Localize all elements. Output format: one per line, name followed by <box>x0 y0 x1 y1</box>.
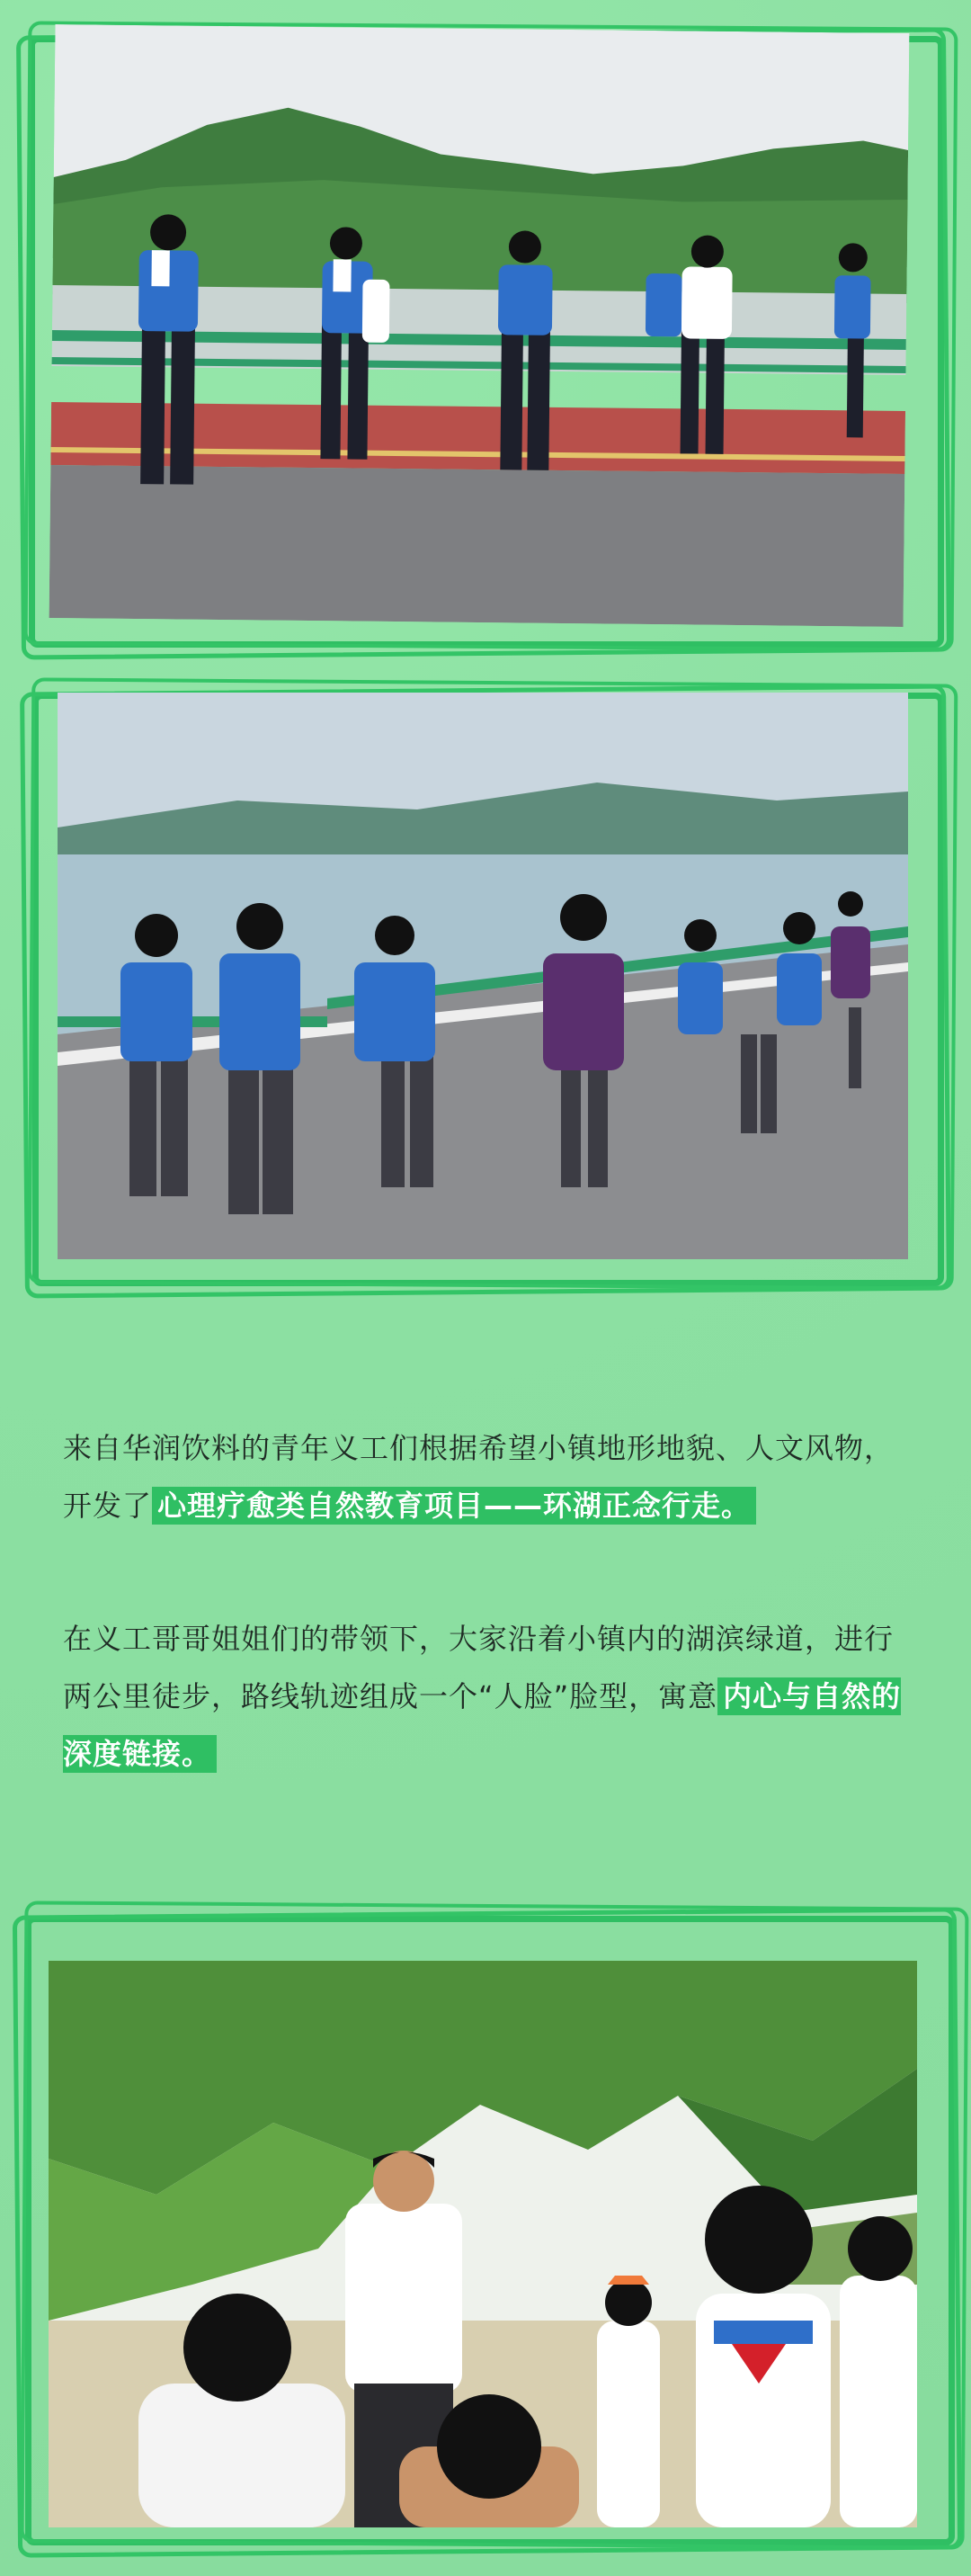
paragraph-2-text: 在义工哥哥姐姐们的带领下，大家沿着小镇内的湖滨绿道，进行两公里徒步，路线轨迹组成一个“人脸”脸型，寓意 <box>63 1622 895 1713</box>
photo-group-walk <box>58 693 908 1259</box>
paragraph-2-highlight: 内心与自然的深度链接。 <box>63 1679 902 1771</box>
photo-lakeside-walk <box>49 24 910 627</box>
paragraph-1-highlight: 心理疗愈类自然教育项目——环湖正念行走。 <box>152 1487 756 1525</box>
paragraph-1-text: 来自华润饮料的青年义工们根据希望小镇地形地貌、人文风物，开发了 <box>63 1431 895 1523</box>
paragraph-2 <box>63 1610 908 1783</box>
paragraph-1 <box>63 1419 908 1534</box>
photo-tree-activity <box>49 1961 917 2527</box>
